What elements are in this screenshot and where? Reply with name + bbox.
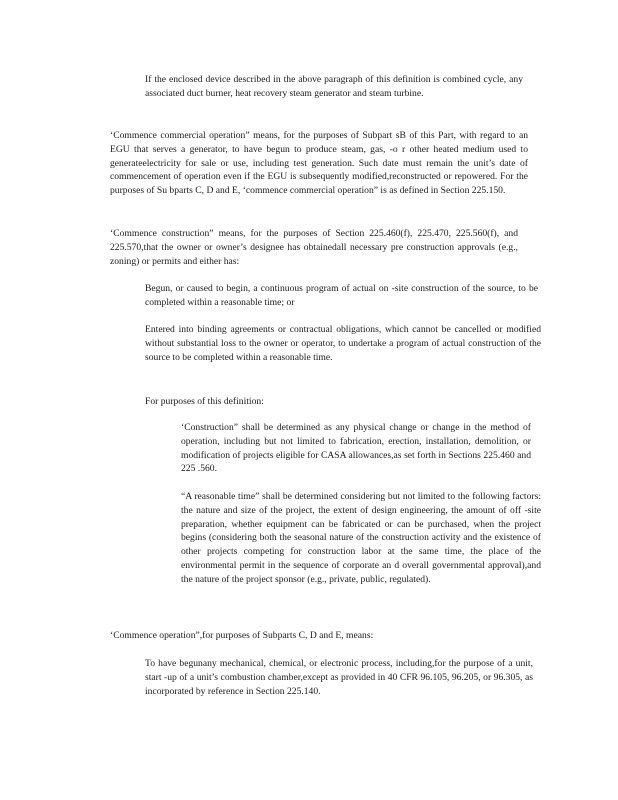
paragraph-text: ‘Commence construction” means, for the purposes of Section 225.460(f), 225.470, 225.560(f), and 225.570,that the owner or owner’s designee has obtainedall necessary pre construction approvals (e.g., zoning) or permits and either has: (110, 228, 518, 267)
paragraph-text: If the enclosed device described in the above paragraph of this definition is combined cycle, any associated duct burner, heat recovery steam generator and steam turbine. (145, 74, 523, 99)
paragraph-commence-operation (110, 629, 480, 643)
paragraph-begun-any-process (145, 657, 533, 698)
paragraph-text: For purposes of this definition: (145, 396, 264, 407)
paragraph-text: ‘Commence commercial operation” means, for the purposes of Subpart sB of this Part, with regard to an EGU that serves a generator, to have begun to produce steam, gas, -o r other heated medium used to generateelectricity for sale or use, including test generation. Such date must remain the unit’s date of commencement of operation even if the EGU is subsequently modified,reconstructed or repowered. For the purposes of Su bparts C, D and E, ‘commence commercial operation” is as defined in Section 225.150. (110, 130, 528, 197)
paragraph-begun-program (145, 282, 538, 310)
paragraph-text: To have begunany mechanical, chemical, or electronic process, including,for the purpose of a unit, start -up of a unit’s combustion chamber,except as provided in 40 CFR 96.105, 96.205, or 96.305, as incorporated by reference in Section 225.140. (145, 658, 533, 697)
paragraph-for-purposes (145, 395, 345, 409)
paragraph-text: ‘Commence operation”,for purposes of Subparts C, D and E, means: (110, 630, 374, 641)
paragraph-text: ‘Construction” shall be determined as any physical change or change in the method of operation, including but not limited to fabrication, erection, installation, demolition, or modification of projects eligible for CASA allowances,as set forth in Sections 225.460 and 225 .560. (181, 422, 531, 475)
paragraph-text: Begun, or caused to begin, a continuous program of actual on -site construction of the source, to be completed within a reasonable time; or (145, 283, 538, 308)
paragraph-commence-commercial-operation (110, 129, 528, 198)
paragraph-construction-definition (181, 421, 531, 476)
paragraph-commence-construction (110, 227, 518, 268)
paragraph-enclosed-device (145, 73, 523, 101)
paragraph-text: “A reasonable time” shall be determined considering but not limited to the following factors: the nature and size of the project, the extent of design engineering, the amount of off -site preparation, whether equipment can be fabricated or can be purchased, when the project begins (considering both the seasonal nature of the construction activity and the existence of other projects competing for construction labor at the same time, the place of the environmental permit in the sequence of corporate an d overall governmental approval),and the nature of the project sponsor (e.g., private, public, regulated). (181, 491, 541, 585)
paragraph-binding-agreements (145, 323, 541, 364)
paragraph-reasonable-time (181, 490, 541, 587)
paragraph-text: Entered into binding agreements or contractual obligations, which cannot be cancelled or modified without substantial loss to the owner or operator, to undertake a program of actual construction of the source to be completed within a reasonable time. (145, 324, 541, 363)
